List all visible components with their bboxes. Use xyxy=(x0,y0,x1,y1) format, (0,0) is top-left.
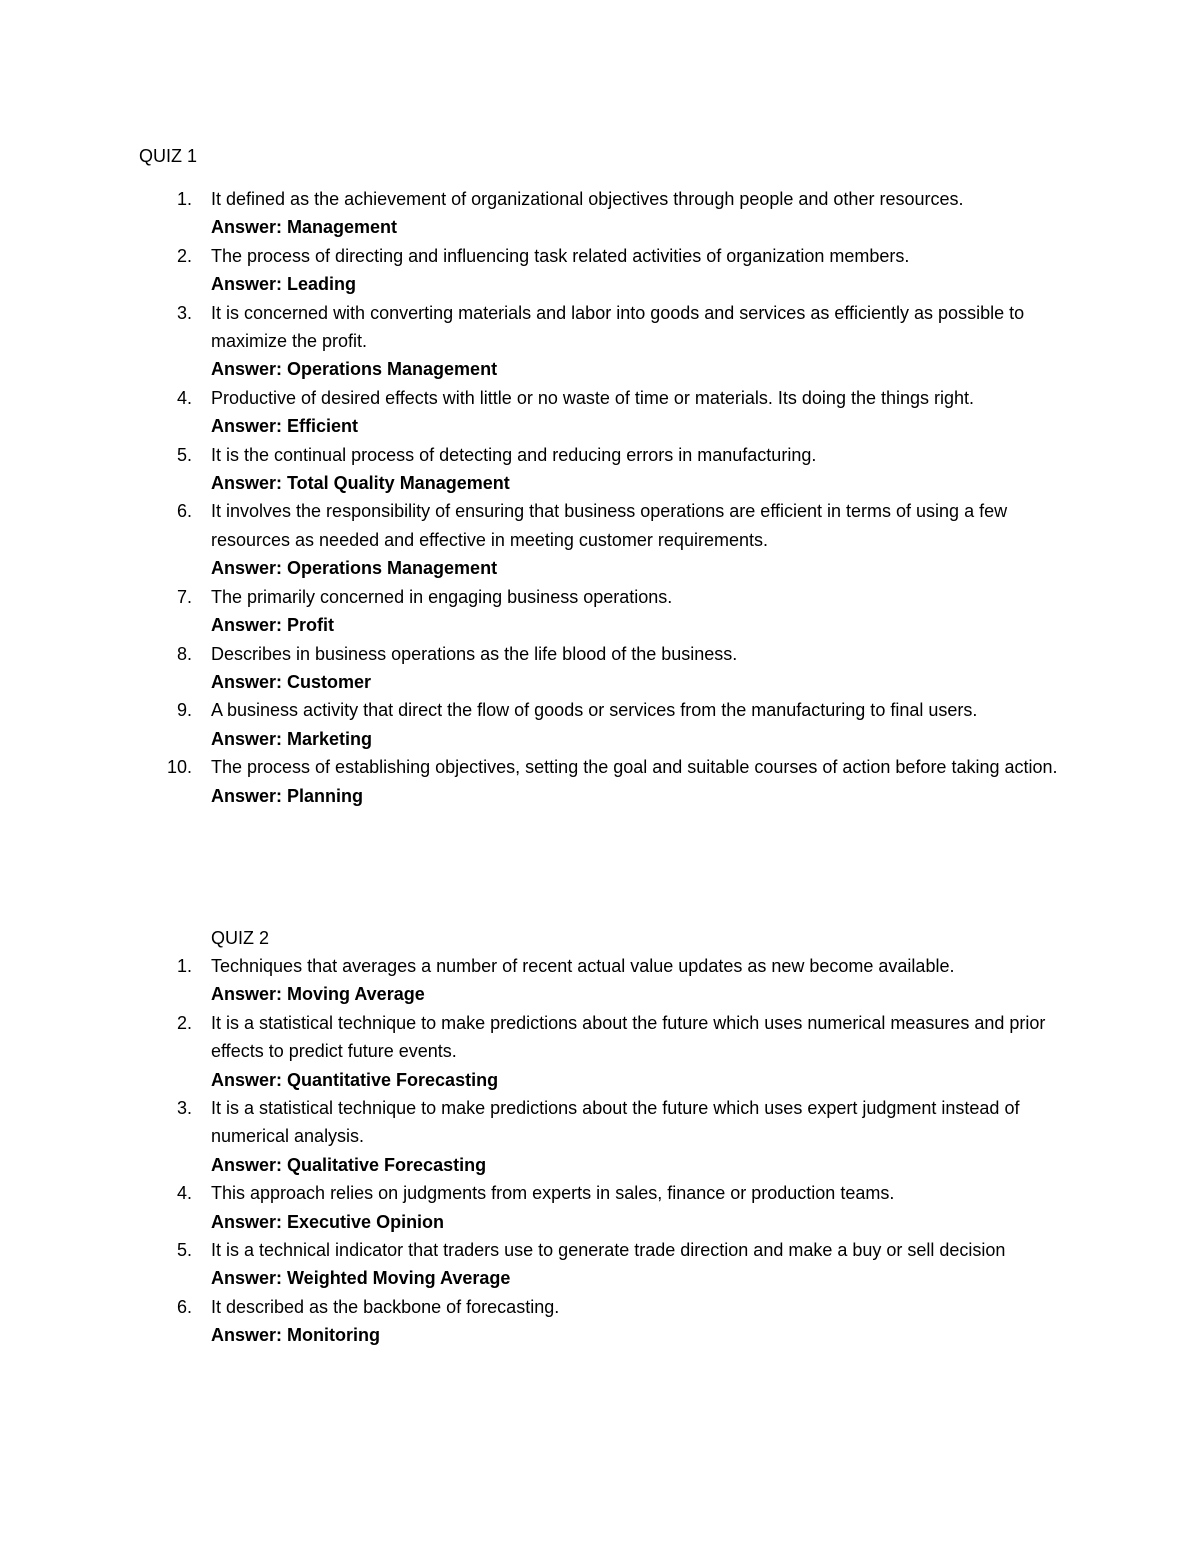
question-text: Describes in business operations as the life blood of the business. xyxy=(211,643,738,664)
question-number: 4. xyxy=(176,387,192,408)
quiz-2-item-6 xyxy=(0,1293,1200,1350)
question-text: It defined as the achievement of organizational objectives through people and other resources. xyxy=(211,189,964,209)
question-text: This approach relies on judgments from experts in sales, finance or production teams. xyxy=(211,1183,895,1204)
question-text: The primarily concerned in engaging business operations. xyxy=(211,586,673,607)
quiz-1-item-6 xyxy=(0,497,1200,582)
answer-text: Answer: Total Quality Management xyxy=(211,473,510,494)
quiz-2-item-2 xyxy=(0,1009,1200,1094)
quiz-1-item-9 xyxy=(0,696,1200,753)
answer-text: Answer: Moving Average xyxy=(211,984,425,1005)
quiz-1-item-5 xyxy=(0,441,1200,498)
answer-text: Answer: Operations Management xyxy=(211,558,498,579)
question-text: Productive of desired effects with little or no waste of time or materials. Its doing the things right. xyxy=(211,387,975,408)
answer-text: Answer: Efficient xyxy=(211,416,359,437)
question-number: 3. xyxy=(176,302,192,323)
quiz-1-item-10 xyxy=(0,753,1200,810)
quiz-1-item-7 xyxy=(0,583,1200,640)
quiz-2-item-1 xyxy=(0,952,1200,1009)
quiz-1-item-2 xyxy=(0,242,1200,299)
question-number: 2. xyxy=(176,245,192,266)
question-text: It is a statistical technique to make predictions about the future which uses expert judgment instead of numerical analysis. xyxy=(211,1098,1020,1147)
quiz-2-title: QUIZ 2 xyxy=(211,928,270,948)
question-text: It is a statistical technique to make predictions about the future which uses numerical measures and prior effects to predict future events. xyxy=(211,1012,1046,1062)
question-number: 7. xyxy=(176,586,192,607)
question-text: It is a technical indicator that traders use to generate trade direction and make a buy or sell decision xyxy=(211,1240,1006,1261)
question-number: 2. xyxy=(176,1012,192,1033)
question-number: 5. xyxy=(176,1240,192,1261)
question-number: 6. xyxy=(176,1296,192,1317)
quiz-1-item-4 xyxy=(0,384,1200,441)
quiz-1-list xyxy=(0,185,1200,810)
question-number: 1. xyxy=(176,189,192,209)
quiz-2-item-5 xyxy=(0,1236,1200,1293)
quiz-2-list xyxy=(0,952,1200,1350)
quiz-1-title: QUIZ 1 xyxy=(139,146,198,166)
question-number: 3. xyxy=(176,1098,192,1119)
quiz-2-item-3 xyxy=(0,1094,1200,1179)
answer-text: Answer: Planning xyxy=(211,785,364,806)
question-text: The process of directing and influencing task related activities of organization members. xyxy=(211,245,910,266)
answer-text: Answer: Quantitative Forecasting xyxy=(211,1069,499,1090)
question-number: 10. xyxy=(166,757,192,778)
question-text: It described as the backbone of forecasting. xyxy=(211,1296,560,1317)
answer-text: Answer: Marketing xyxy=(211,728,373,749)
answer-text: Answer: Customer xyxy=(211,671,372,692)
answer-text: Answer: Weighted Moving Average xyxy=(211,1268,511,1289)
answer-text: Answer: Leading xyxy=(211,274,357,295)
question-text: A business activity that direct the flow of goods or services from the manufacturing to final users. xyxy=(211,700,978,721)
quiz-1-item-8 xyxy=(0,640,1200,697)
answer-text: Answer: Qualitative Forecasting xyxy=(211,1154,487,1175)
question-text: It is concerned with converting materials and labor into goods and services as efficiently as possible to maximize the profit. xyxy=(211,302,1025,352)
quiz-1-item-3 xyxy=(0,299,1200,384)
answer-text: Answer: Profit xyxy=(211,615,335,636)
answer-text: Answer: Executive Opinion xyxy=(211,1211,445,1232)
question-text: Techniques that averages a number of recent actual value updates as new become available. xyxy=(211,956,955,976)
quiz-2-item-4 xyxy=(0,1179,1200,1236)
question-number: 8. xyxy=(176,643,192,664)
question-number: 5. xyxy=(176,444,192,465)
question-text: It is the continual process of detecting and reducing errors in manufacturing. xyxy=(211,444,817,465)
answer-text: Answer: Monitoring xyxy=(211,1325,380,1346)
question-text: The process of establishing objectives, setting the goal and suitable courses of action before taking action. xyxy=(211,757,1058,778)
question-number: 4. xyxy=(176,1183,192,1204)
question-number: 1. xyxy=(176,956,192,976)
answer-text: Answer: Management xyxy=(211,217,398,238)
question-number: 9. xyxy=(176,700,192,721)
answer-text: Answer: Operations Management xyxy=(211,359,498,380)
question-number: 6. xyxy=(176,501,192,522)
question-text: It involves the responsibility of ensuring that business operations are efficient in terms of using a few resources as needed and effective in meeting customer requirements. xyxy=(211,501,1008,550)
quiz-1-item-1 xyxy=(0,185,1200,242)
